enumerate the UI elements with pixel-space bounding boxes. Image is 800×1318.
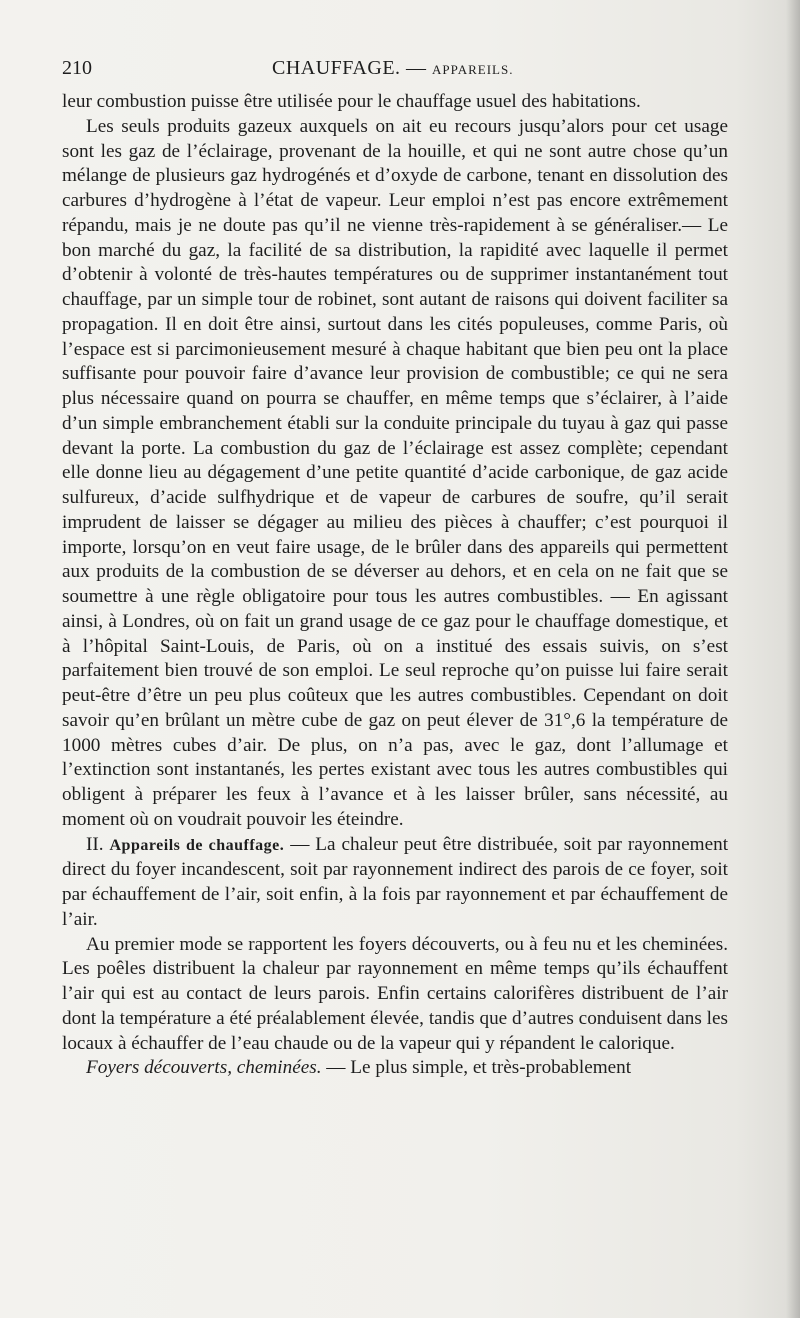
running-title [272,57,513,80]
running-header [62,57,728,83]
paragraph-heating-modes: Au premier mode se rapportent les foyers découverts, ou à feu nu et les cheminées. Les poêles distribuent la chaleur par rayonnement en même temps qu’ils échauffent l’air qui est au contact de leurs parois. Enfin certains calorifères distribuent de l’air dont la température a été préalablement élevée, tandis que d’autres conduisent dans les locaux à échauffer de l’eau chaude ou de la vapeur qui y répandent le calorique. [62,933,728,1054]
page-number: 210 [62,57,92,79]
section-number: II. [86,833,104,855]
paragraph-open-fires [62,1056,728,1081]
running-title-main: CHAUFFAGE. [272,57,401,79]
body-text [62,90,728,1081]
running-title-sub: APPAREILS. [432,62,514,77]
subsection-heading: Foyers découverts, cheminées. [86,1057,322,1079]
paragraph-section-heating-apparatus [62,833,728,933]
subsection-body: — Le plus simple, et très-probablement [321,1057,632,1079]
section-heading: Appareils de chauffage. [109,836,285,854]
page-edge-shadow [786,0,800,1318]
paragraph-continuation: leur combustion puisse être utilisée pour le chauffage usuel des habitations. [62,91,641,112]
paragraph-gas-heating: Les seuls produits gazeux auxquels on ait eu recours jusqu’alors pour cet usage sont les gaz de l’éclairage, provenant de la houille, et qui ne sont autre chose qu’un mélange de plusieurs gaz hydrogénés et d’oxyde de carbone, tenant en dissolution des carbures d’hydrogène à l’état de vapeur. Leur emploi n’est pas encore extrêmement répandu, mais je ne doute pas qu’il ne vienne très-rapidement à se généraliser.— Le bon marché du gaz, la facilité de sa distribution, la rapidité avec laquelle il permet d’obtenir à volonté de très-hautes températures ou de supprimer instantanément tout chauffage, par un simple tour de robinet, sont autant de raisons qui doivent faciliter sa propagation. Il en doit être ainsi, surtout dans les cités populeuses, comme Paris, où l’espace est si parcimonieusement mesuré à chaque habitant que bien peu ont la place suffisante pour pouvoir faire d’avance leur provision de combustible; ce qui ne sera plus nécessaire quand on pourra se chauffer, en même temps que s’éclairer, à l’aide d’un simple embranchement établi sur la conduite principale du tuyau à gaz qui passe devant la porte. La combustion du gaz de l’éclairage est assez complète; cependant elle donne lieu au dégagement d’une petite quantité d’acide carbonique, de gaz acide sulfureux, d’acide sulfhydrique et de vapeur de carbures de soufre, qu’il serait imprudent de laisser se dégager au milieu des pièces à chauffer; c’est pourquoi il importe, lorsqu’on en veut faire usage, de le brûler dans des appareils qui permettent aux produits de la combustion de se déverser au dehors, et en cela on ne fait que se soumettre à une règle obligatoire pour tous les autres combustibles. — En agissant ainsi, à Londres, où on fait un grand usage de ce gaz pour le chauffage domestique, et à l’hôpital Saint-Louis, de Paris, où on a institué des essais suivis, on s’est parfaitement bien trouvé de son emploi. Le seul reproche qu’on puisse lui faire serait peut-être d’être un peu plus coûteux que les autres combustibles. Cependant on doit savoir qu’en brûlant un mètre cube de gaz on peut élever de 31°,6 la température de 1000 mètres cubes d’air. De plus, on n’a pas, avec le gaz, dont l’allumage et l’extinction sont instantanés, les pertes existant avec tous les autres combustibles qui obligent à préparer les feux à l’avance et à les laisser brûler, sans nécessité, au moment où on voudrait pouvoir les éteindre. [62,115,728,830]
running-title-dash: — [400,57,433,79]
section-body: — La chaleur peut être distribuée, soit par rayonnement direct du foyer incandescent, soit par rayonnement indirect des parois de ce foyer, soit par échauffement de l’air, soit enfin, à la fois par rayonnement et par échauffement de l’air. [62,833,729,930]
